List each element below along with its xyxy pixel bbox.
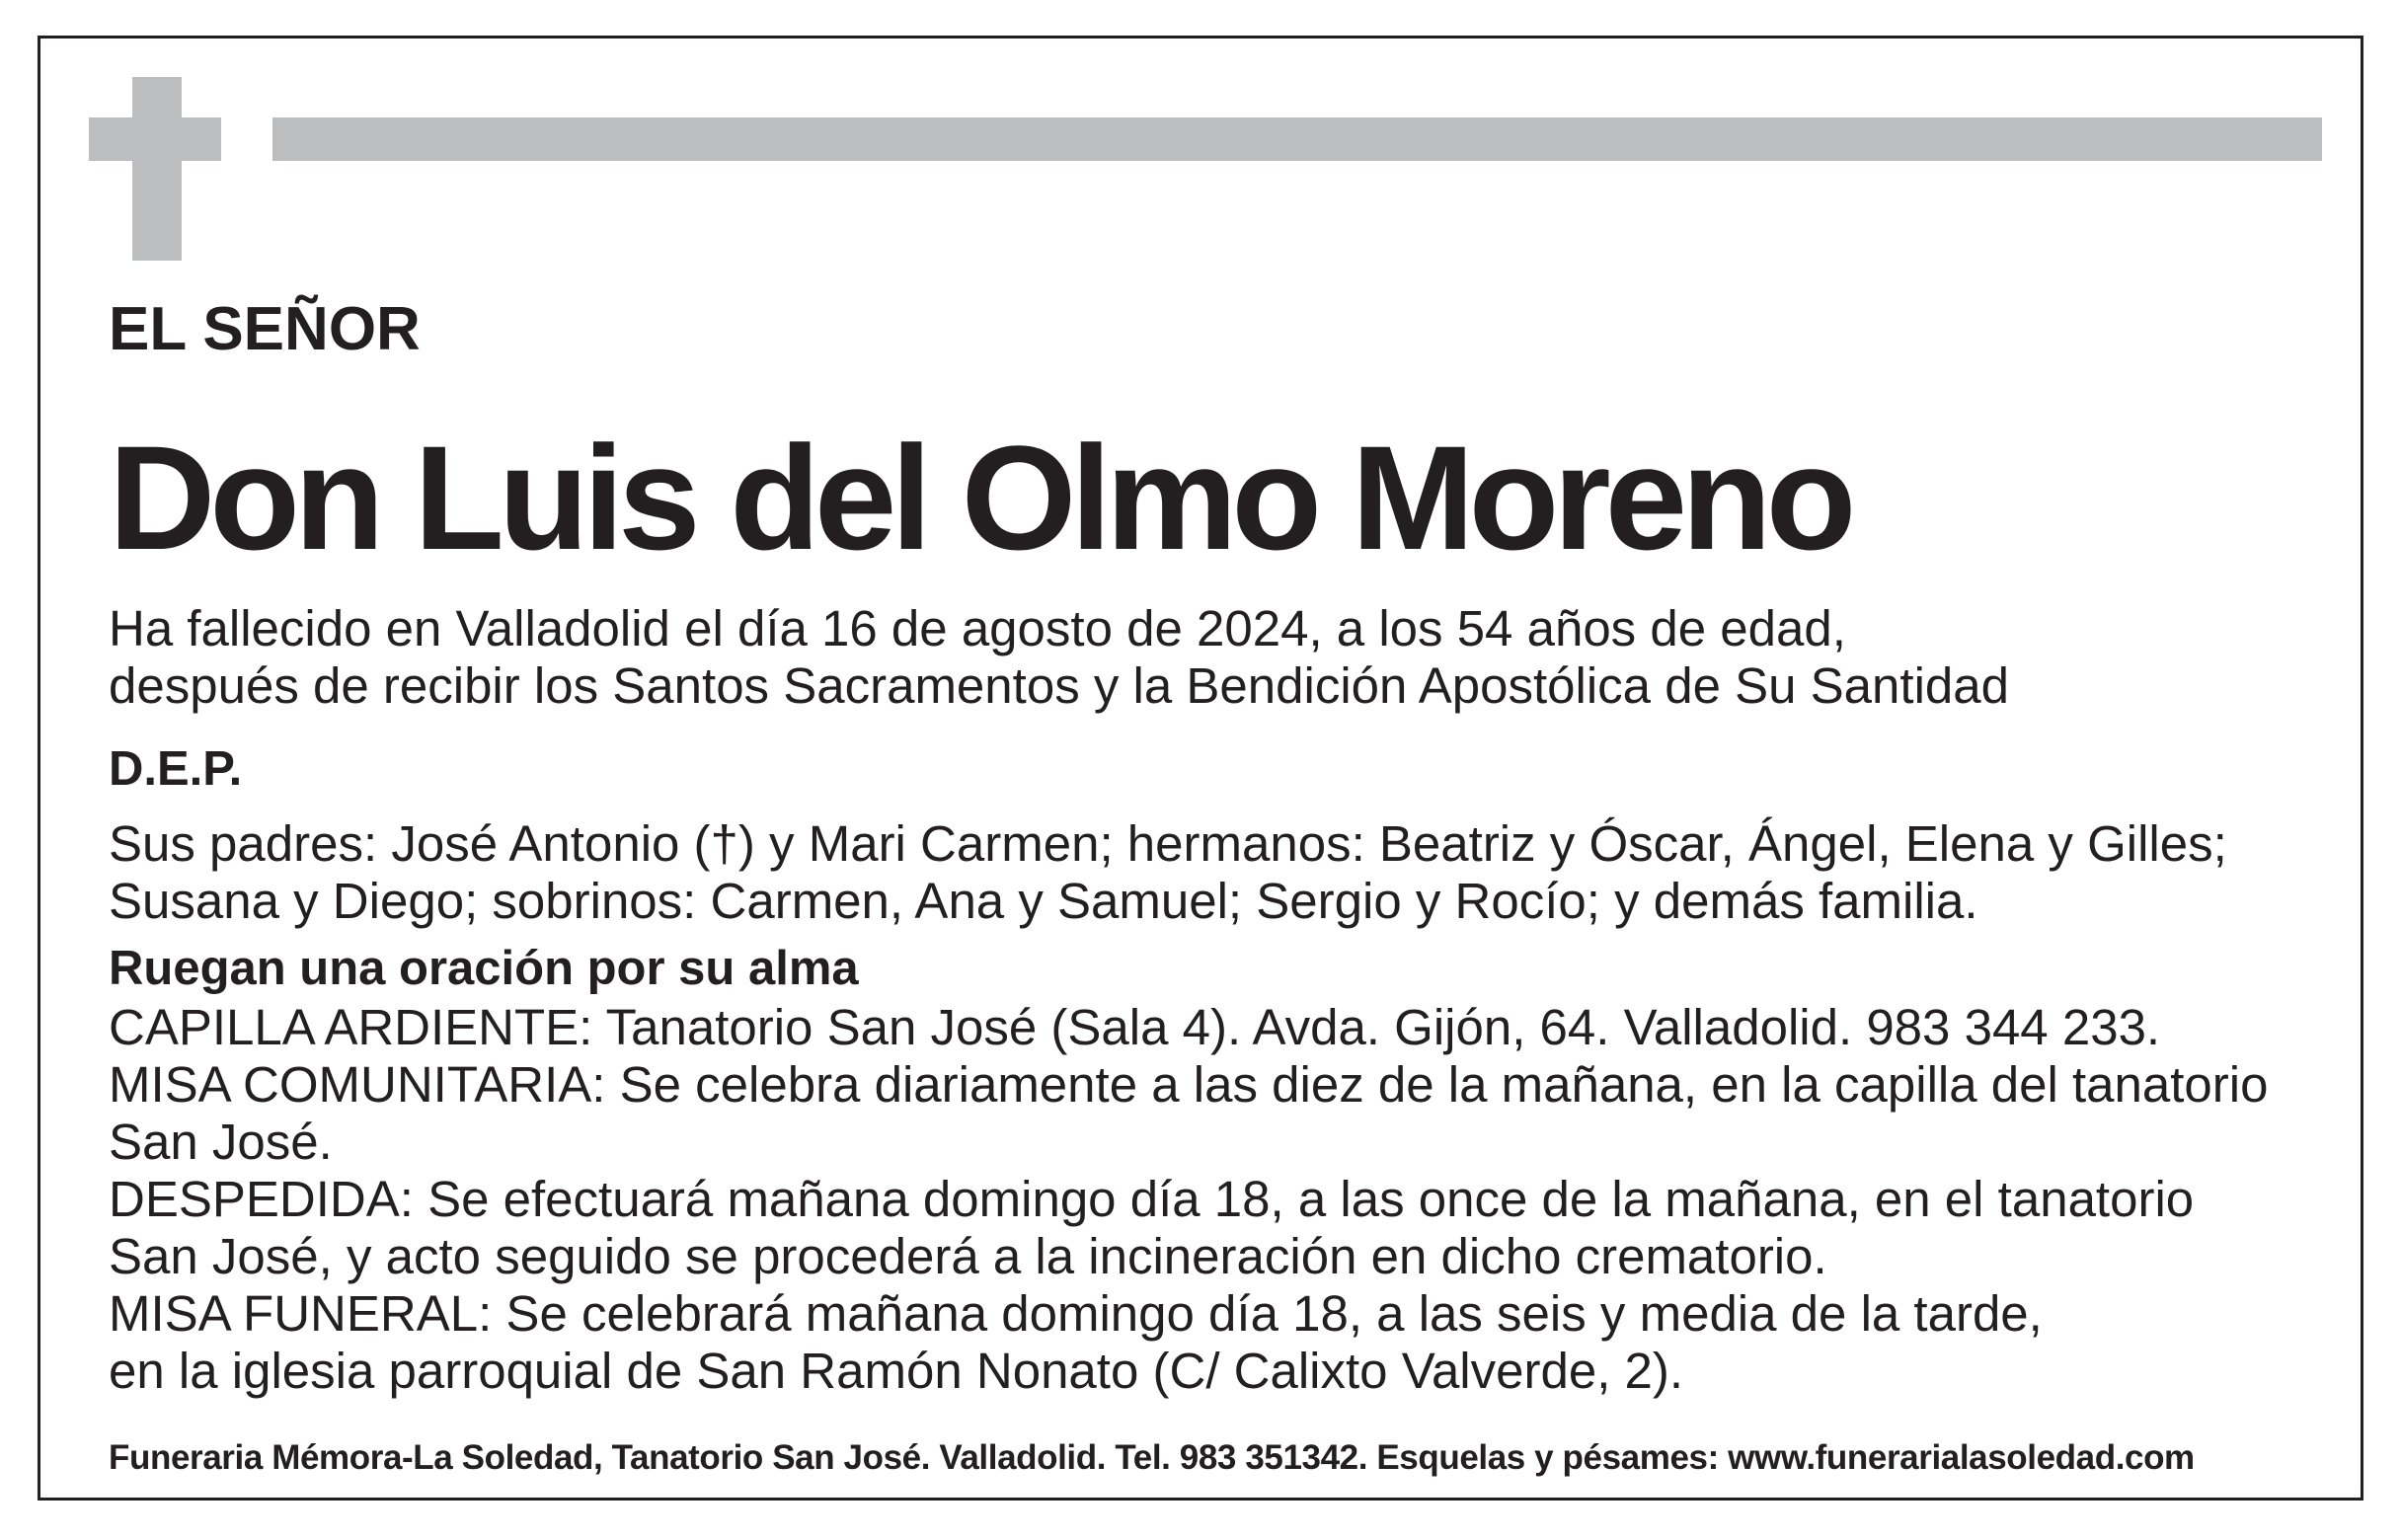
death-line: después de recibir los Santos Sacramentos y la Bendición Apostólica de Su Santidad bbox=[109, 657, 2010, 714]
dep-label: D.E.P. bbox=[109, 742, 243, 796]
service-line: San José. bbox=[109, 1114, 333, 1170]
family-list bbox=[109, 815, 2227, 930]
prayer-request: Ruegan una oración por su alma bbox=[109, 942, 859, 995]
service-line: DESPEDIDA: Se efectuará mañana domingo día 18, a las once de la mañana, en el tanatorio bbox=[109, 1171, 2195, 1227]
service-line: MISA COMUNITARIA: Se celebra diariamente a las diez de la mañana, en la capilla del tanatorio bbox=[109, 1056, 2269, 1113]
deceased-name: Don Luis del Olmo Moreno bbox=[109, 415, 1851, 580]
family-line: Sus padres: José Antonio (†) y Mari Carmen; hermanos: Beatriz y Óscar, Ángel, Elena y Gilles; bbox=[109, 815, 2227, 872]
family-line: Susana y Diego; sobrinos: Carmen, Ana y Samuel; Sergio y Rocío; y demás familia. bbox=[109, 873, 1978, 929]
cross-icon-horizontal bbox=[89, 117, 221, 161]
header-bar bbox=[272, 117, 2322, 161]
honorific: EL SEÑOR bbox=[109, 295, 421, 363]
service-details bbox=[109, 999, 2268, 1400]
death-announcement bbox=[109, 600, 2009, 715]
service-line: en la iglesia parroquial de San Ramón Nonato (C/ Calixto Valverde, 2). bbox=[109, 1343, 1684, 1399]
service-line: San José, y acto seguido se procederá a la incineración en dicho crematorio. bbox=[109, 1228, 1827, 1284]
service-line: MISA FUNERAL: Se celebrará mañana domingo día 18, a las seis y media de la tarde, bbox=[109, 1285, 2043, 1342]
funeral-home-footer: Funeraria Mémora-La Soledad, Tanatorio San José. Valladolid. Tel. 983 351342. Esquelas y pésames: www.funerarialasoledad.com bbox=[109, 1438, 2195, 1477]
death-line: Ha fallecido en Valladolid el día 16 de agosto de 2024, a los 54 años de edad, bbox=[109, 600, 1846, 656]
service-line: CAPILLA ARDIENTE: Tanatorio San José (Sala 4). Avda. Gijón, 64. Valladolid. 983 344 233. bbox=[109, 999, 2161, 1055]
cross-icon-vertical bbox=[132, 77, 182, 261]
